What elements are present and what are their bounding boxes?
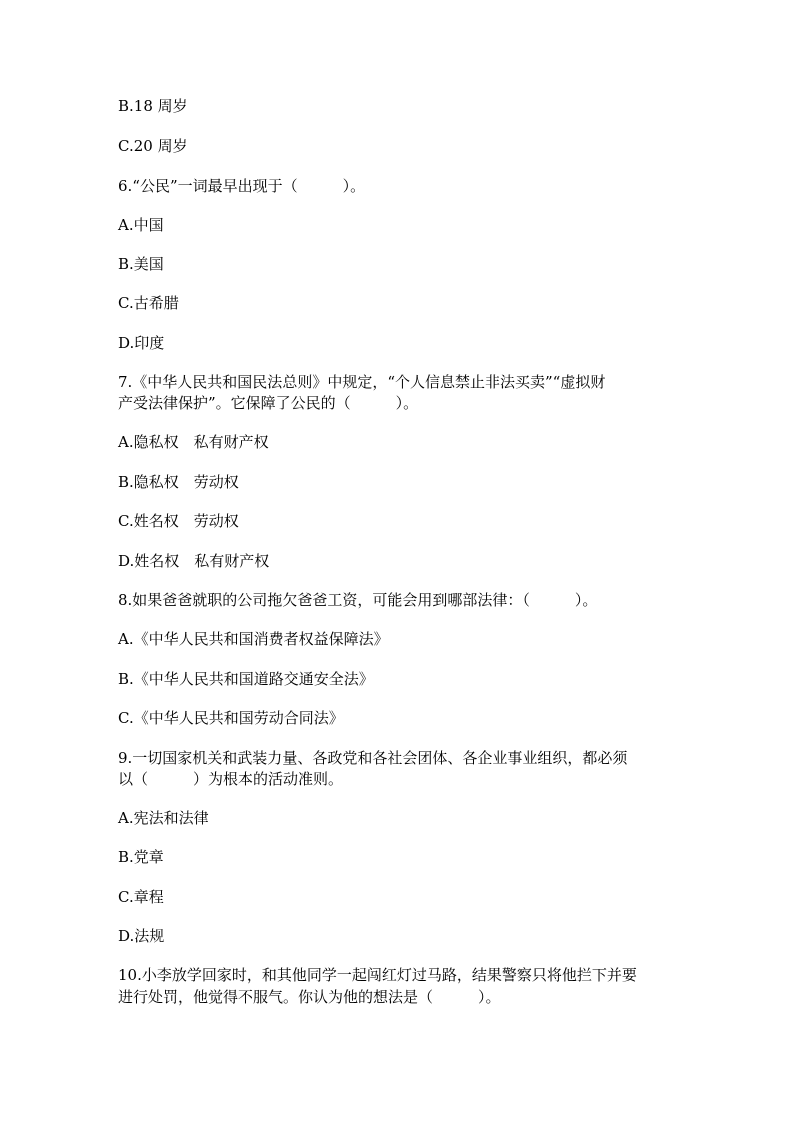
q8-option-b: B.《中华人民共和国道路交通安全法》 (118, 670, 374, 688)
q8-option-a: A.《中华人民共和国消费者权益保障法》 (118, 630, 389, 648)
q7-question-line2: 产受法律保护”。它保障了公民的（ ）。 (118, 394, 419, 412)
q9-option-a: A.宪法和法律 (118, 809, 209, 827)
q8-question: 8.如果爸爸就职的公司拖欠爸爸工资，可能会用到哪部法律：（ ）。 (118, 591, 598, 609)
q7-option-c: C.姓名权 劳动权 (118, 512, 239, 530)
q10-question-line1: 10.小李放学回家时，和其他同学一起闯红灯过马路，结果警察只将他拦下并要 (118, 966, 637, 984)
q6-option-a: A.中国 (118, 216, 164, 234)
q8-option-c: C.《中华人民共和国劳动合同法》 (118, 709, 344, 727)
q5-option-c: C.20 周岁 (118, 137, 188, 155)
q5-option-b: B.18 周岁 (118, 97, 188, 115)
q9-question-line2: 以（ ）为根本的活动准则。 (118, 770, 344, 788)
q9-option-d: D.法规 (118, 927, 165, 945)
q9-option-b: B.党章 (118, 848, 164, 866)
q6-option-d: D.印度 (118, 334, 165, 352)
q7-option-b: B.隐私权 劳动权 (118, 473, 239, 491)
q9-option-c: C.章程 (118, 888, 164, 906)
q6-option-b: B.美国 (118, 255, 164, 273)
q6-question: 6.“公民”一词最早出现于（ ）。 (118, 177, 366, 195)
q7-question-line1: 7.《中华人民共和国民法总则》中规定，“个人信息禁止非法买卖”“虚拟财 (118, 373, 606, 391)
q10-question-line2: 进行处罚，他觉得不服气。你认为他的想法是（ ）。 (118, 988, 501, 1006)
q7-option-a: A.隐私权 私有财产权 (118, 433, 269, 451)
q7-option-d: D.姓名权 私有财产权 (118, 552, 270, 570)
q9-question-line1: 9.一切国家机关和武装力量、各政党和各社会团体、各企业事业组织，都必须 (118, 749, 628, 767)
q6-option-c: C.古希腊 (118, 294, 179, 312)
